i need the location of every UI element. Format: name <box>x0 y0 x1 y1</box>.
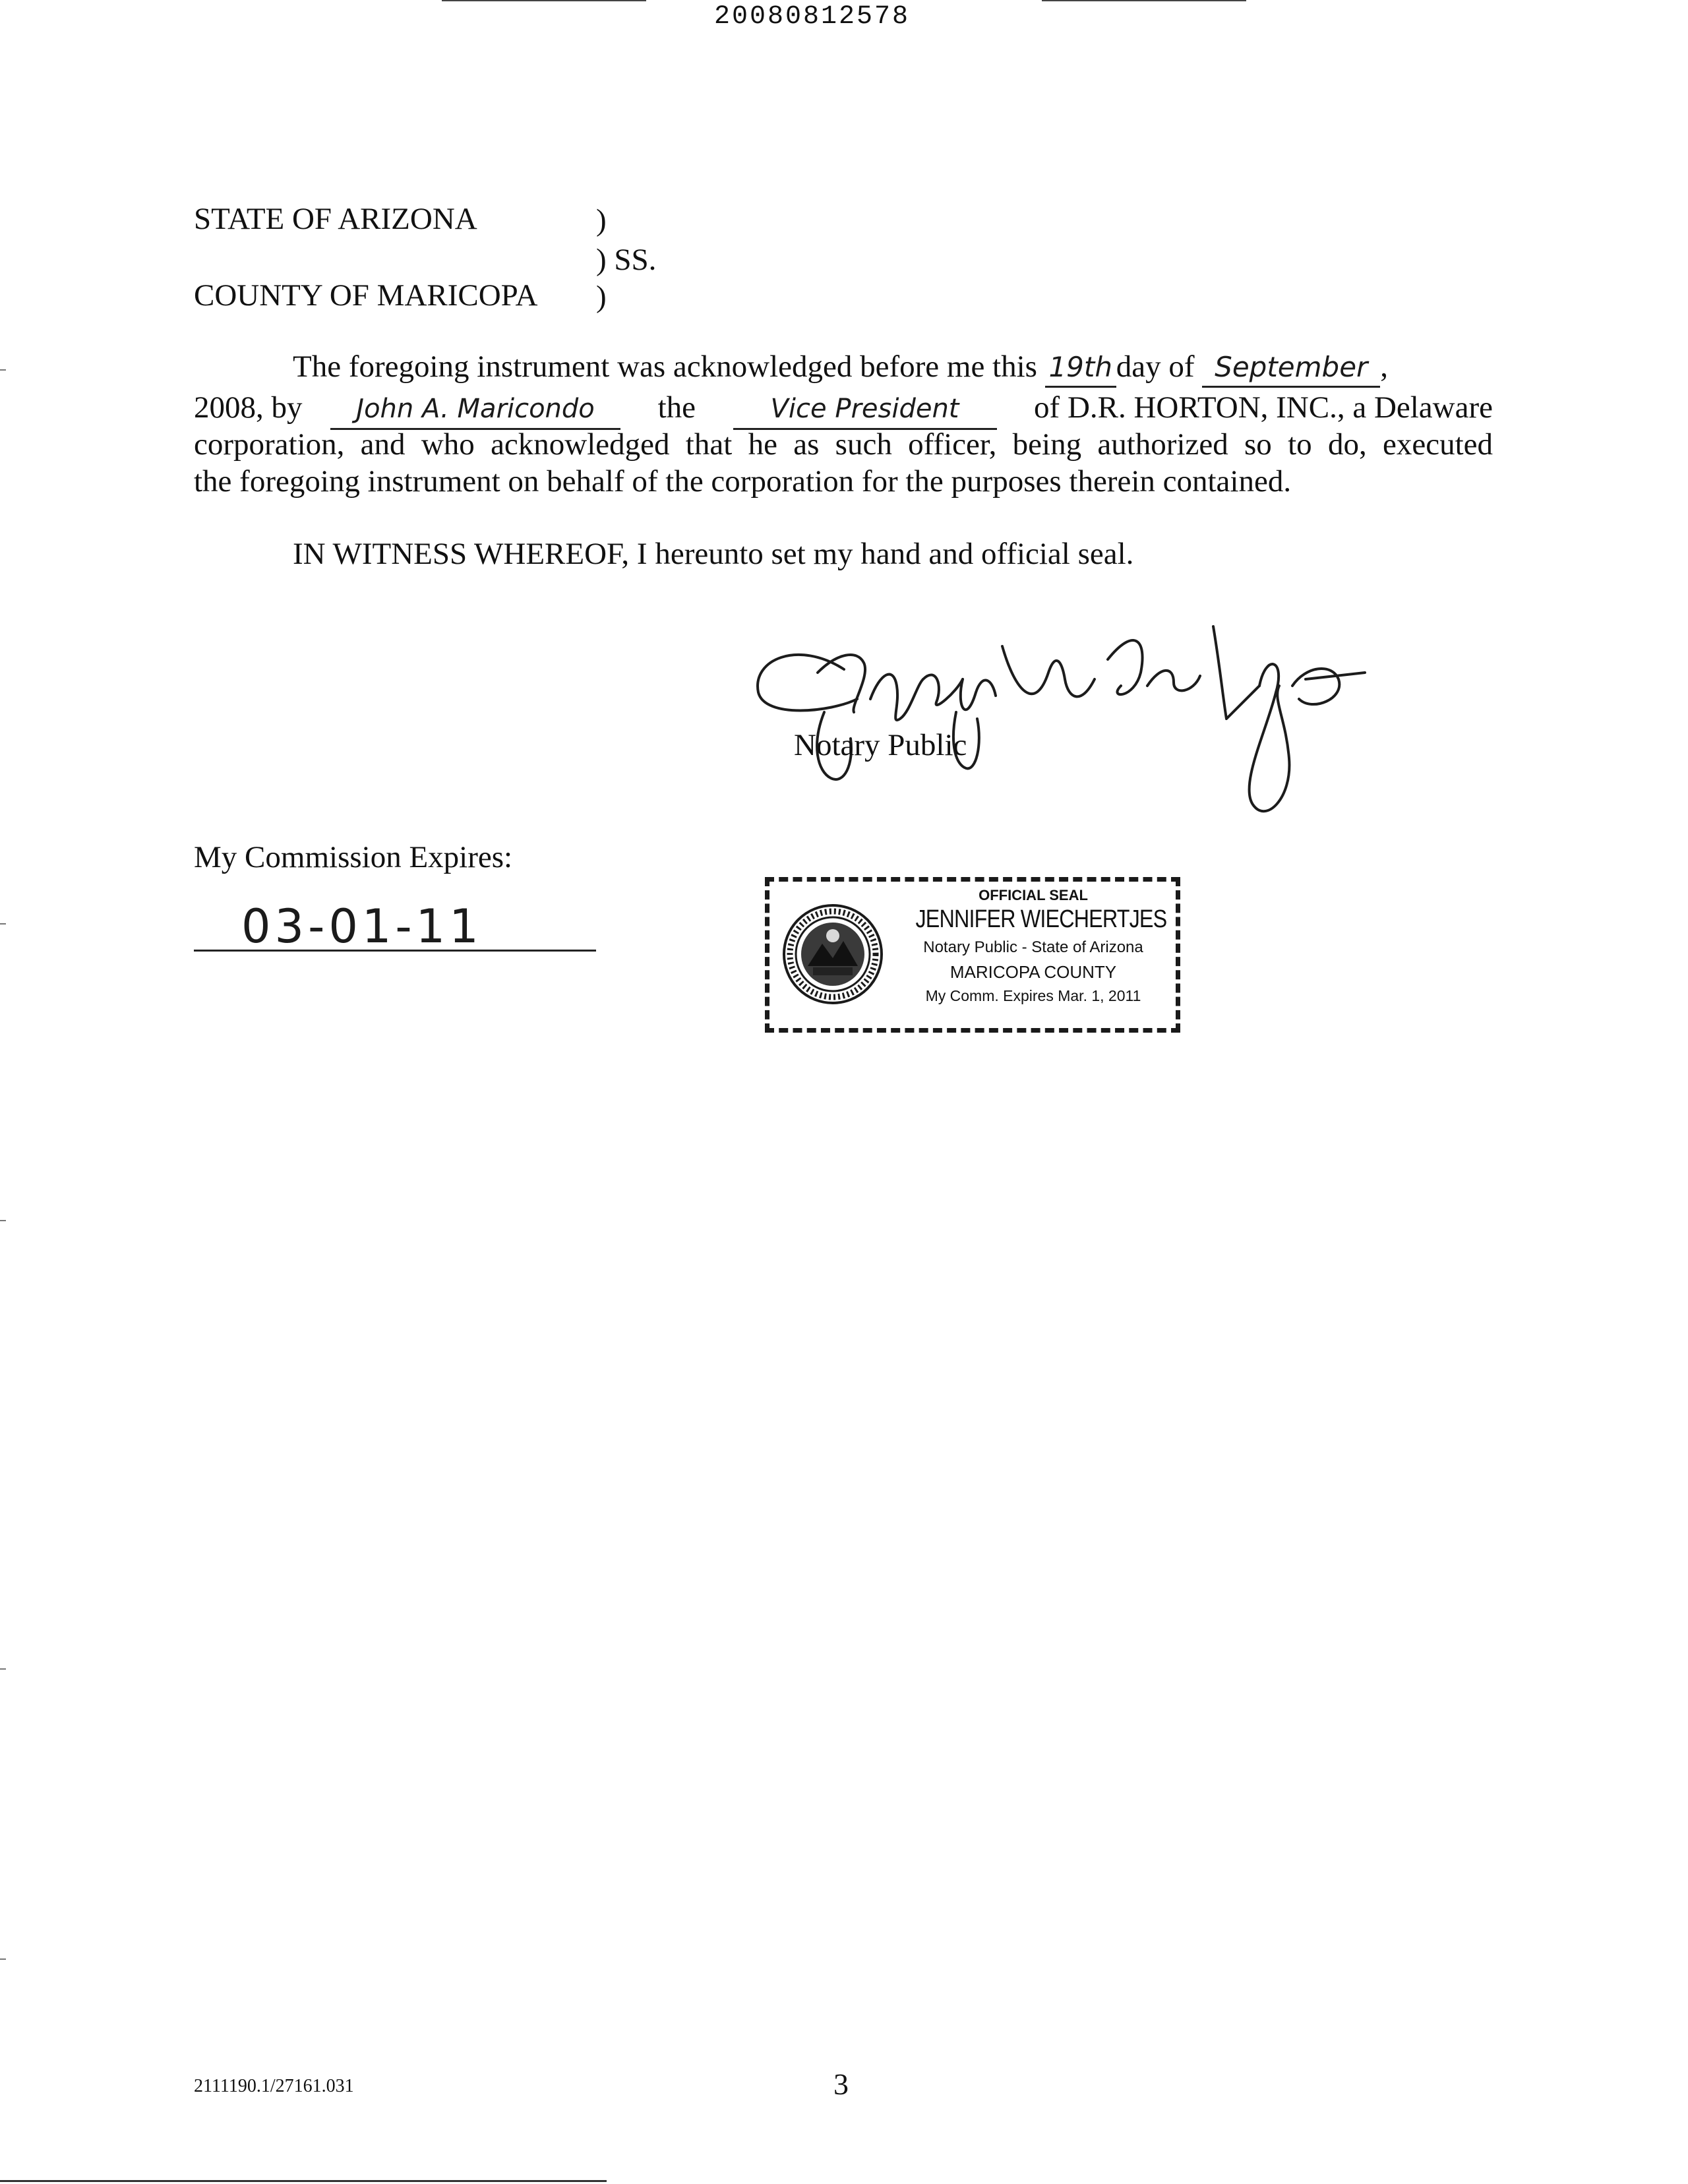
notary-public-label: Notary Public <box>794 728 967 762</box>
witness-clause: IN WITNESS WHEREOF, I hereunto set my hand and official seal. <box>293 537 1134 571</box>
ack-signer-blank <box>330 389 620 430</box>
commission-label: My Commission Expires: <box>194 840 513 874</box>
scan-edge-mark <box>0 923 6 925</box>
seal-line-2: MARICOPA COUNTY <box>950 962 1117 982</box>
ack-title-handwritten: Vice President <box>770 394 959 424</box>
ack-year-by: 2008, by <box>194 390 303 425</box>
ack-text-2: day of <box>1116 349 1195 384</box>
venue-paren-3: ) <box>596 280 607 314</box>
footer-doc-id: 2111190.1/27161.031 <box>194 2076 354 2096</box>
seal-name: JENNIFER WIECHERTJES <box>915 905 1167 933</box>
notary-signature <box>738 613 1372 831</box>
acknowledgment-line-1 <box>293 348 1493 388</box>
acknowledgment-line-2 <box>194 389 1493 430</box>
venue-paren-1: ) <box>596 203 607 237</box>
ack-day-blank <box>1045 348 1116 388</box>
ack-signer-handwritten: John A. Maricondo <box>356 394 595 424</box>
ack-month-blank <box>1202 348 1380 388</box>
venue-county: COUNTY OF MARICOPA <box>194 278 538 313</box>
ack-text-3: , <box>1380 349 1388 384</box>
acknowledgment-line-3: corporation, and who acknowledged that he as such officer, being authorized so to do, executed <box>194 427 1493 462</box>
venue-state: STATE OF ARIZONA <box>194 202 477 236</box>
ack-text-1: The foregoing instrument was acknowledged before me this <box>293 349 1037 384</box>
bottom-scan-line <box>0 2180 607 2182</box>
ack-text-5: of D.R. HORTON, INC., a Delaware <box>1034 390 1493 425</box>
ack-text-4: the <box>657 390 696 425</box>
scan-edge-mark <box>0 1220 6 1221</box>
top-scan-line-right <box>1042 0 1246 1</box>
scan-edge-mark <box>0 369 6 371</box>
seal-line-3: My Comm. Expires Mar. 1, 2011 <box>925 987 1141 1004</box>
recording-number: 20080812578 <box>714 2 911 32</box>
ack-title-blank <box>733 389 997 430</box>
scan-edge-mark <box>0 1958 6 1960</box>
top-scan-line-left <box>442 0 646 1</box>
seal-heading: OFFICIAL SEAL <box>979 887 1088 903</box>
acknowledgment-line-4: the foregoing instrument on behalf of the corporation for the purposes therein contained. <box>194 464 1292 499</box>
arizona-seal-emblem <box>781 903 884 1006</box>
scan-edge-mark <box>0 1668 6 1670</box>
seal-line-1: Notary Public - State of Arizona <box>923 938 1143 956</box>
ack-day-handwritten: 19th <box>1048 351 1112 383</box>
ack-month-handwritten: September <box>1215 351 1368 383</box>
notary-seal-stamp <box>765 877 1180 1033</box>
venue-ss: ) SS. <box>596 243 657 277</box>
commission-date-handwritten: 03-01-11 <box>241 899 483 954</box>
footer-page-number: 3 <box>833 2067 849 2101</box>
